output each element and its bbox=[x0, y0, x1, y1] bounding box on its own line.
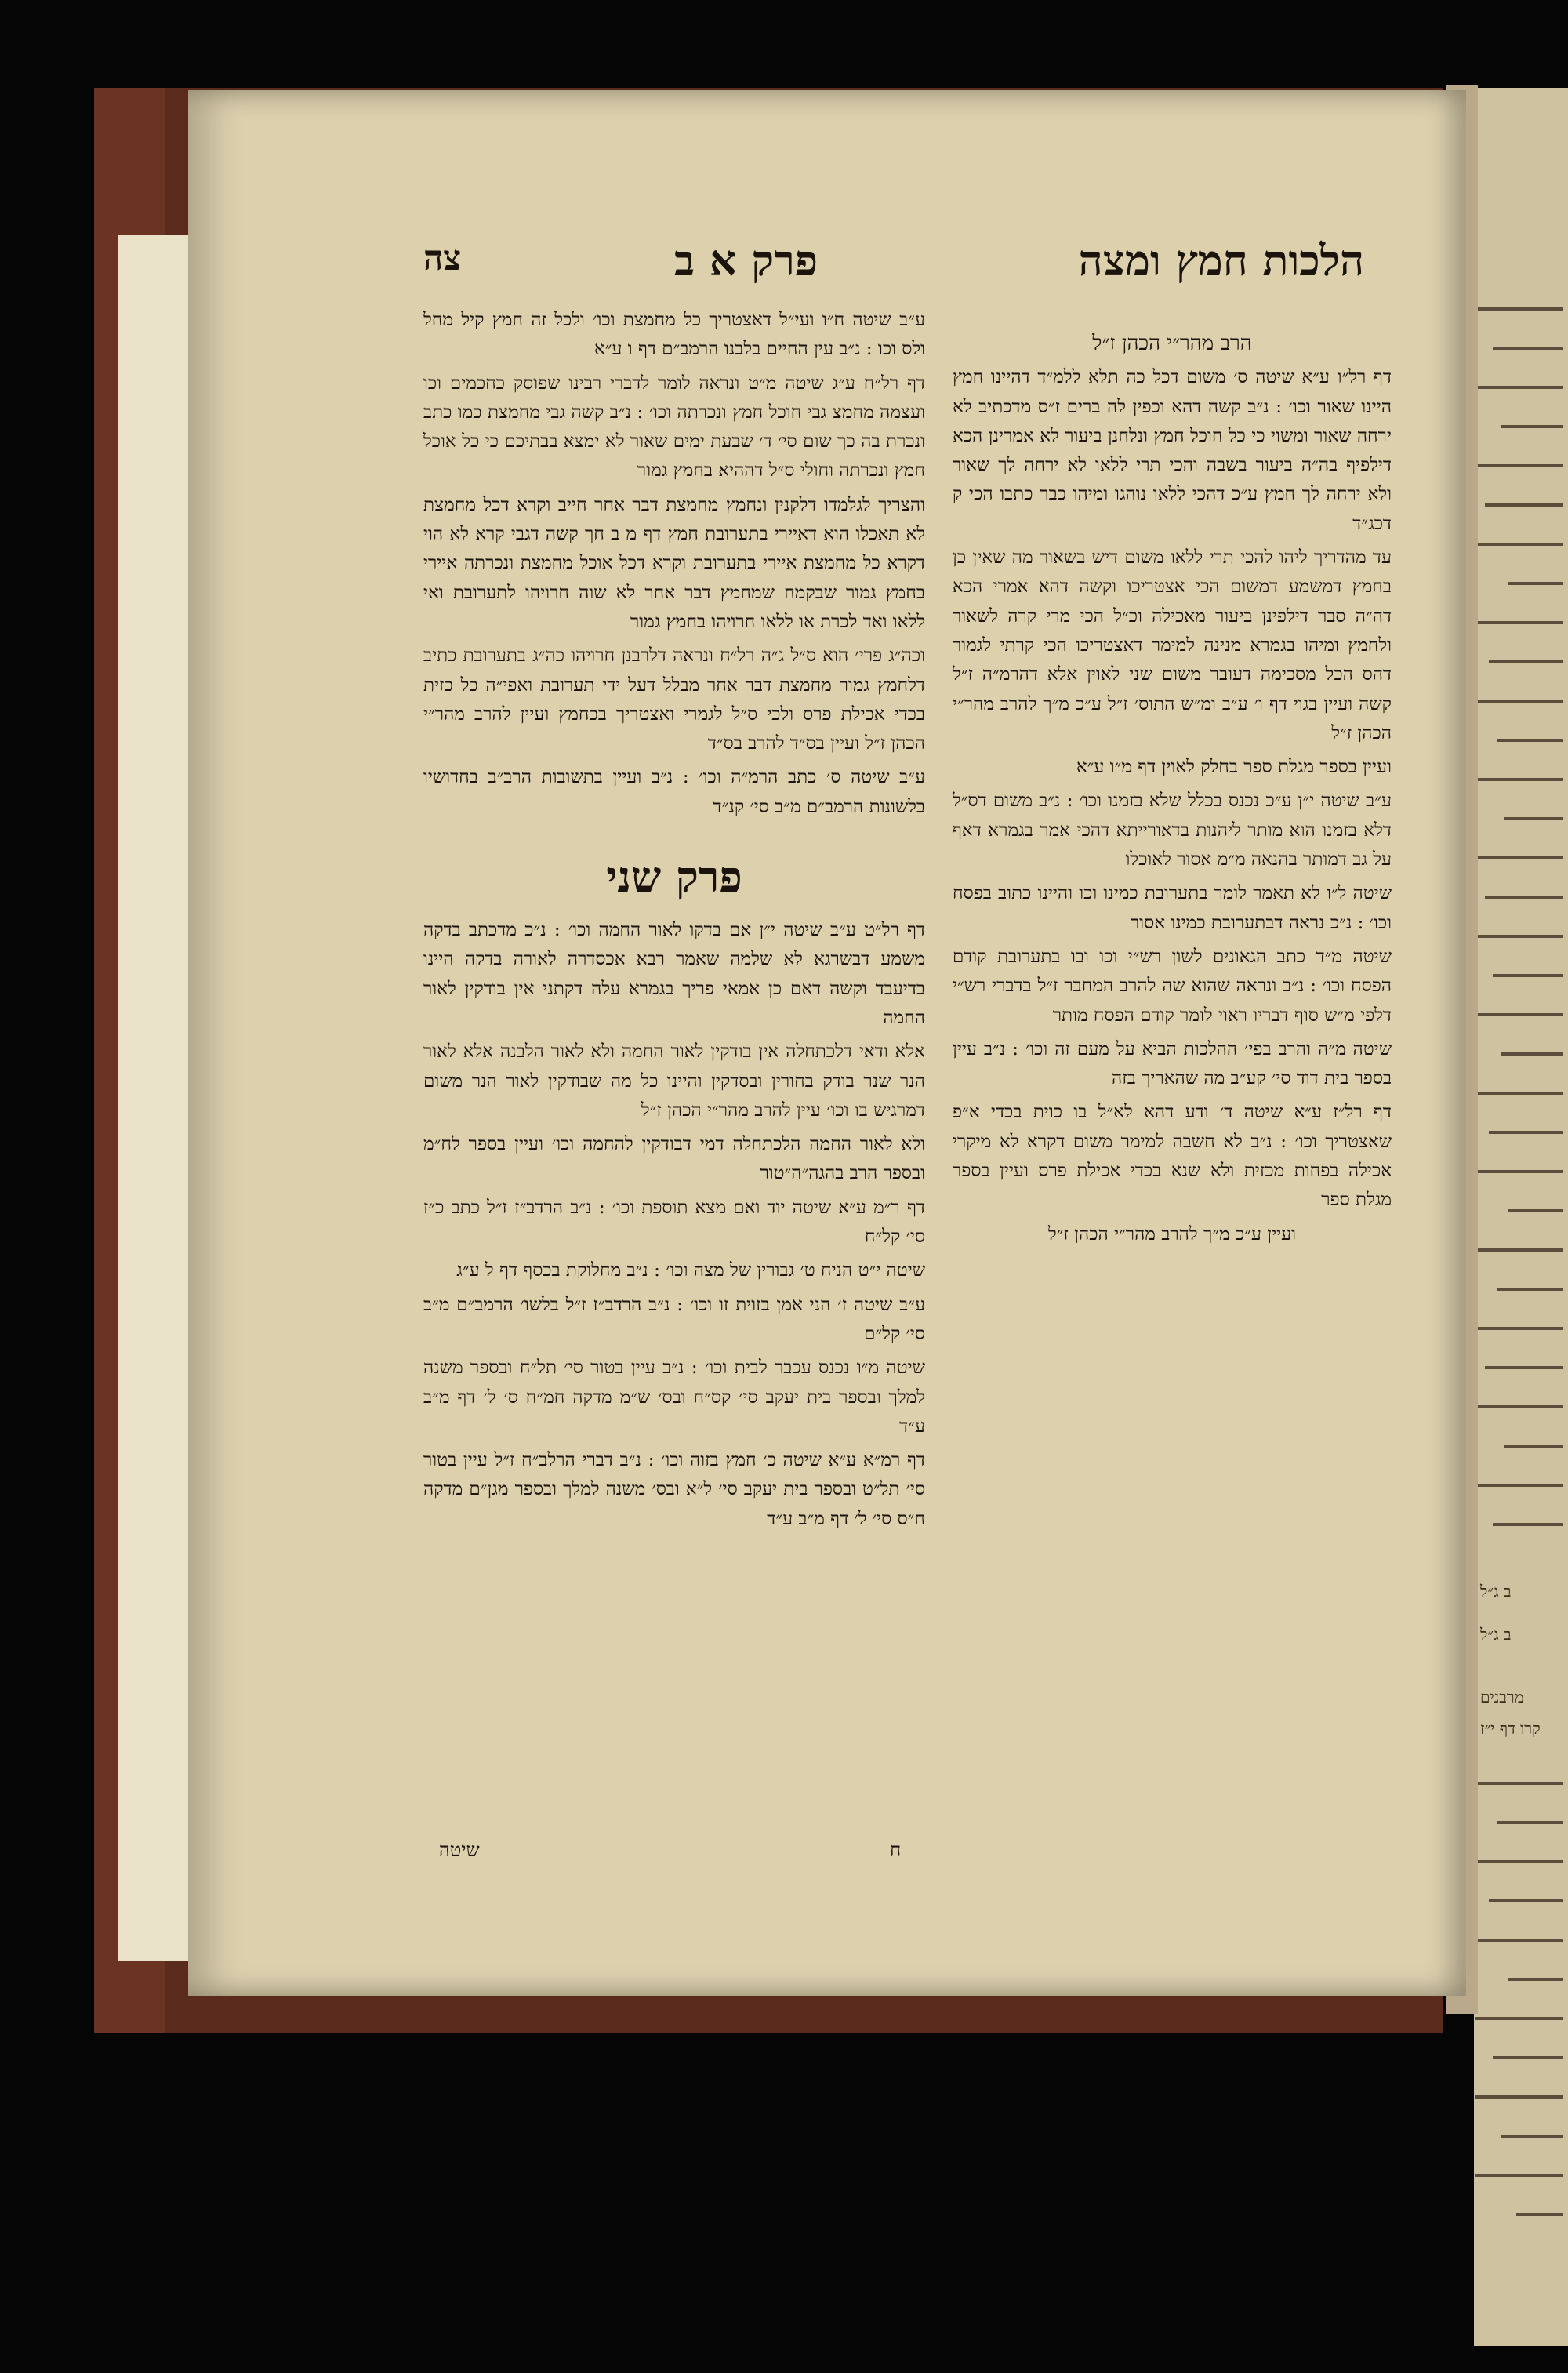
commentary-paragraph: דף רמ״א ע״א שיטה כ׳ חמץ בזוה וכו׳ : נ״ב דברי הרלב״ח ז״ל עיין בטור סי׳ תל״ט ובספר בית יעקב סי׳ ל״א ובס׳ משנה למלך ובספר מגן״ם מדקה ח״ס סי׳ ל׳ דף מ״ב ע״ד bbox=[423, 1450, 925, 1529]
header-title: הלכות חמץ ומצה bbox=[1078, 235, 1364, 285]
header-chapter: פרק א ב bbox=[674, 235, 818, 285]
next-page-fragment: ב ג״ל bbox=[1480, 1625, 1512, 1644]
catchword: שיטה bbox=[439, 1839, 480, 1861]
commentary-paragraph: דף רל״ז ע״א שיטה ד׳ ודע דהא לא״ל בו כוית בכדי א״פ שאצטריך וכו׳ : נ״ב לא חשבה למימר משום דקרא לא מיקרי אכילה בפחות מכזית ולא שנא בכדי אכילת פרס ועיין בספר מגלת ספר bbox=[953, 1102, 1392, 1211]
commentary-paragraph: דף רל״ח ע״ג שיטה מ״ט ונראה לומר לדברי רבינו שפוסק כחכמים וכו ועצמה מחמצ גבי חוכל חמץ ונכרתה וכו׳ : נ״ב קשה גבי מחמצת כמו כתב ונכרת בה כך שום סי׳ ד׳ שבעת ימים שאור לא ימצא בבתיכם כי כל אוכל חמץ ונכרתה וחולי ס״ל דההיא בחמץ גמור bbox=[423, 372, 925, 482]
adjacent-page bbox=[1474, 88, 1568, 2346]
commentary-paragraph: דף רל״ו ע״א שיטה ס׳ משום דכל כה תלא ללמ״ד דהיינו חמץ היינו שאור וכו׳ : נ״ב קשה דהא וכפין לה ברים ז״ס מדכתיב לא ירחה שאור ומשוי כי כל חוכל חמץ ונלחנן ביעור לא אמרינן הכא דילפיף בה״ה ביעור בשבה והכי תרי ללאו לא ירחה לך שאור ולא ירחה לך חמץ ע״כ דהכי ללאו נוהגו ומיהו כבר כתבו הכי ק דכג״ד bbox=[953, 367, 1392, 534]
column-heading: הרב מהר״י הכהן ז״ל bbox=[1092, 332, 1252, 355]
signature-mark: ח bbox=[890, 1839, 902, 1861]
commentary-paragraph: דף ר״מ ע״א שיטה יוד ואם מצא תוספת וכו׳ : נ״ב הרדב״ז ז״ל כתב כ״ז סי׳ קל״ח bbox=[423, 1197, 925, 1248]
commentary-paragraph: שיטה מ״ו נכנס עכבר לבית וכו׳ : נ״ב עיין בטור סי׳ תל״ח ובספר משנה למלך ובספר בית יעקב סי׳ קס״ח ובס׳ ש״מ מדקה חמ״ח ס׳ ל׳ דף מ״ב ע״ד bbox=[423, 1357, 925, 1437]
running-header bbox=[423, 235, 1364, 290]
page-number: צה bbox=[423, 238, 462, 278]
commentary-paragraph: שיטה מ״ה והרב בפי׳ ההלכות הביא על מעם זה וכו׳ : נ״ב עיין בספר בית דוד סי׳ קע״ב מה שהאריך בזה bbox=[953, 1038, 1392, 1089]
commentary-paragraph: והצריך לגלמדו דלקנין ונחמץ מחמצת דבר אחר חייב וקרא דכל מחמצת לא תאכלו הוא דאיירי בתערובת חמץ דף מ ב חך קשה דגבי קרא לא הוי דקרא כל מחמצת איירי בתערובת וקרא דכל אוכל מחמצת ונכרתה איירי בחמץ גמור שבקמח שמחמץ דבר אחר לא שוה חרויהו לתערובת ואי ללאו ואד לכרת או ללאו חרויהו בחמץ גמור bbox=[423, 494, 925, 632]
commentary-paragraph: ע״ב שיטה ח״ו ועי״ל דאצטריך כל מחמצת וכו׳ ולכל זה חמץ קיל מחל ולס וכו : נ״ב עין החיים בלבנו הרמב״ם דף ו ע״א bbox=[423, 310, 925, 360]
next-page-fragment: ב ג״ל bbox=[1480, 1582, 1512, 1601]
commentary-paragraph: ע״ב שיטה י״ן ע״כ נכנס בכלל שלא בזמנו וכו׳ : נ״ב משום דס״ל דלא בזמנו הוא מותר ליהנות בדאורייתא דהכי אמר בגמרא דאף על גב דמותר בהנאה מ״מ אסור לאוכלו bbox=[953, 790, 1392, 870]
right-column bbox=[953, 329, 1392, 1254]
commentary-paragraph: וכה״ג פרי׳ הוא ס״ל ג״ה רל״ח ונראה דלרבנן חרויהו כה״ג בתערובת כתיב דלחמץ גמור מחמצת דבר אחר מבלל דעל ידי תערובת ואפי״ה כל כזית בכדי אכילת פרס ולכי ס״ל לגמרי ואצטריך בכחמץ ועיין להרב מהר״י הכהן ז״ל ועיין בס״ד להרב בס״ד bbox=[423, 645, 925, 754]
commentary-paragraph: ועיין בספר מגלת ספר בחלק לאוין דף מ״ו ע״א bbox=[1076, 757, 1392, 778]
left-column bbox=[423, 306, 925, 1539]
commentary-paragraph: שיטה ל״ו לא תאמר לומר בתערובת כמינו וכו והיינו כתוב בפסח וכו׳ : נ״כ נראה דבתערובת כמינו אסור bbox=[953, 883, 1392, 933]
commentary-paragraph: אלא ודאי דלכתחלה אין בודקין לאור החמה ולא לאור הלבנה אלא לאור הנר שנר בודק בחורין ובסדקין והיינו כל מה שבודקין לאור הנר משום דמרגיש בו וכו׳ עיין להרב מהר״י הכהן ז״ל bbox=[423, 1041, 925, 1121]
commentary-paragraph: שיטה י״ט הניח ט׳ גבורין של מצה וכו׳ : נ״ב מחלוקת בכסף דף ל ע״ג bbox=[456, 1260, 925, 1281]
commentary-paragraph: דף רל״ט ע״ב שיטה י״ן אם בדקו לאור החמה וכו׳ : נ״כ מדכתב בדקה משמע דבשרגא לא שלמה שאמר רבא אכסדרה לאורה בדקה היינו בדיעבד וקשה דאם כן אמאי פריך בגמרא עלה דקתני אין בודקין לאור החמה bbox=[423, 920, 925, 1028]
chapter-title: פרק שני bbox=[606, 852, 742, 903]
commentary-paragraph: ע״ב שיטה ס׳ כתב הרמ״ה וכו׳ : נ״ב ועיין בתשובות הרב״ב בחדושיו בלשונות הרמב״ם מ״ב סי׳ קנ״ד bbox=[423, 767, 925, 817]
next-page-fragment: מרבנים bbox=[1480, 1688, 1524, 1706]
commentary-paragraph: שיטה מ״ד כתב הגאונים לשון רש״י וכו ובו בתערובת קודם הפסח וכו׳ : נ״ב ונראה שהוא שה להרב המחבר ז״ל בדברי רש״י דלפי מ״ש סוף דבריו ראוי לומר קודם הפסח מותר bbox=[953, 946, 1392, 1026]
commentary-paragraph: ולא לאור החמה הלכתחלה דמי דבודקין להחמה וכו׳ ועיין בספר לח״מ ובספר הרב בהגה״ה״טור bbox=[423, 1134, 925, 1184]
next-page-fragment: קרו דף י״ז bbox=[1480, 1719, 1541, 1738]
commentary-paragraph: עד מהדריך ליהו להכי תרי ללאו משום דיש בשאור מה שאין כן בחמץ דמשמע דמשום הכי אצטריכו וקשה דהא אמרי הכא דה״ה סבר דילפינן ביעור מאכילה וכ״ל הכי מרי קרה לשאור ולחמץ ומיהו בגמרא מנינה למימר דאצטריכו הכי קרתי לגמור דהס הכל מסכימה דעובר משום שני לאוין אלא דהרמ״ה ז״ל קשה ועיין בגוי דף ו׳ ע״ב ומ״ש התוס׳ ז״ל ע״כ מ״ך להרב מהר״י הכהן ז״ל bbox=[953, 547, 1392, 743]
commentary-paragraph: ע״ב שיטה ז׳ הני אמן בזוית זו וכו׳ : נ״ב הרדב״ז ז״ל בלשו׳ הרמב״ם מ״ב סי׳ קל״ם bbox=[423, 1294, 925, 1344]
commentary-paragraph: ועיין ע״כ מ״ך להרב מהר״י הכהן ז״ל bbox=[1047, 1223, 1297, 1245]
